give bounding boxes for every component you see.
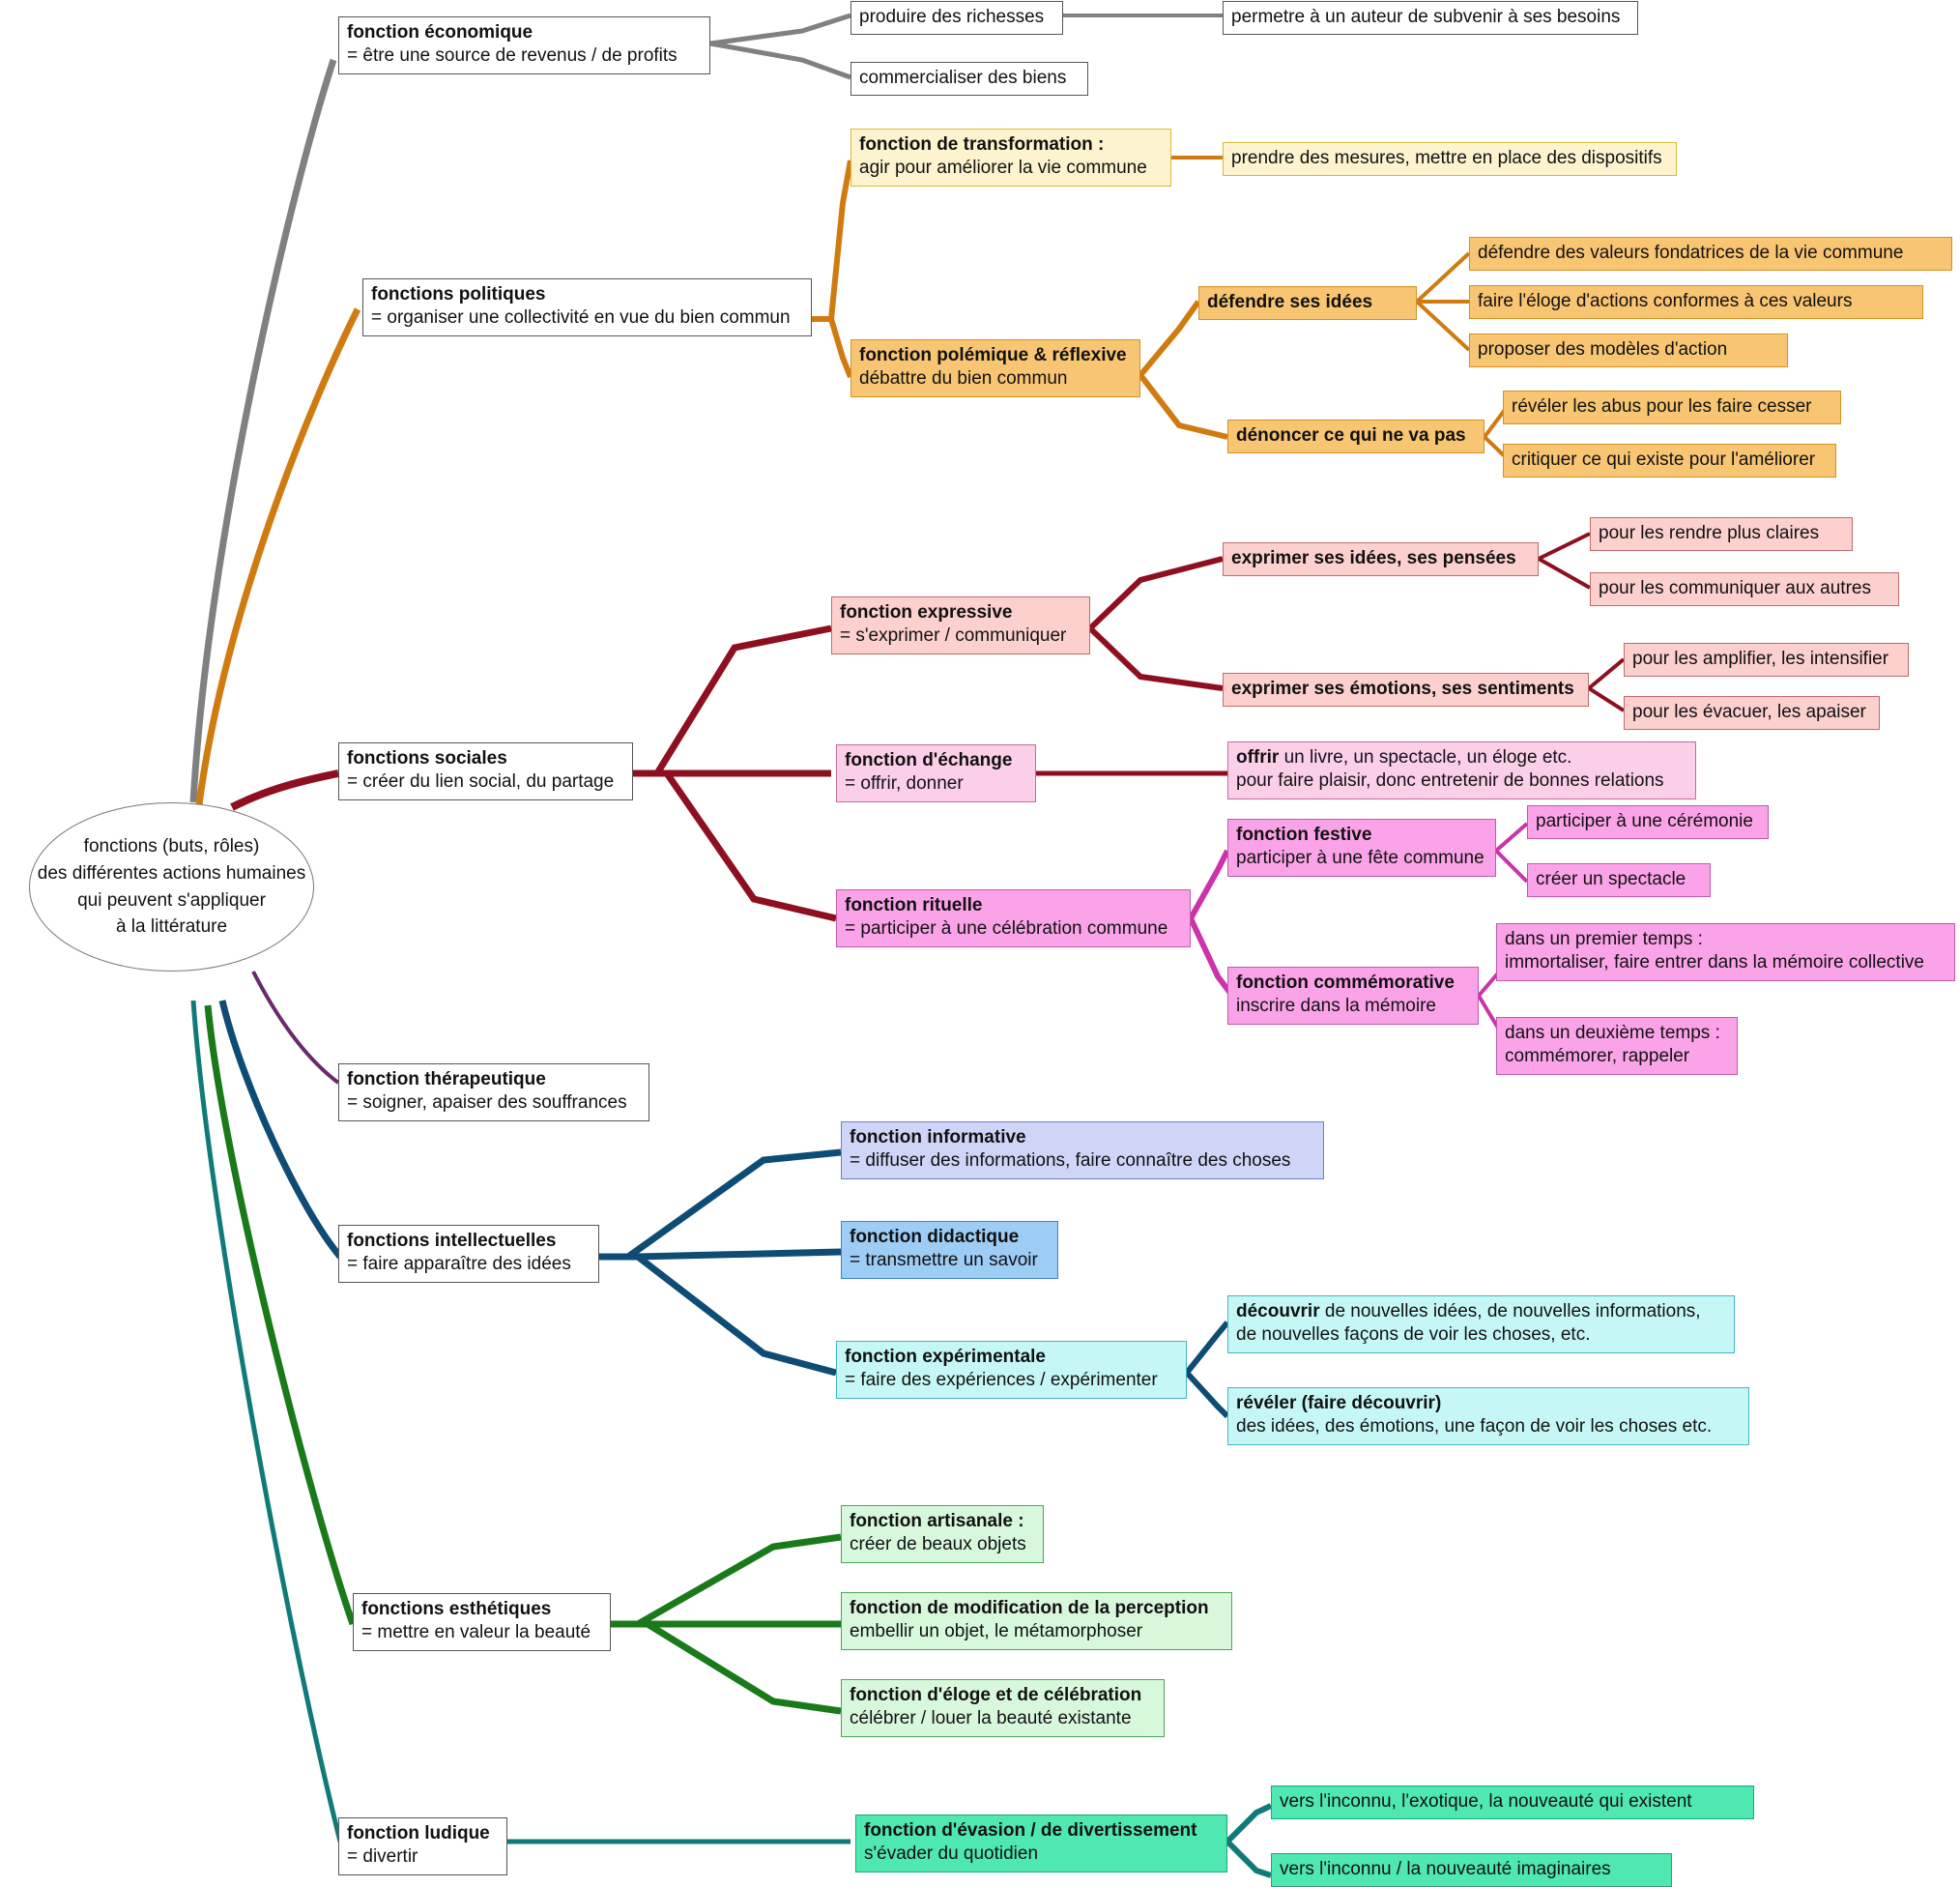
node-title: exprimer ses émotions, ses sentiments (1231, 679, 1574, 699)
node-title: fonction d'éloge et de célébration (850, 1685, 1142, 1705)
node-title: révéler (faire découvrir) (1236, 1393, 1442, 1413)
node-title: fonction festive (1236, 825, 1372, 845)
root-line-2: des différentes actions humaines (37, 862, 306, 884)
node-subtitle: agir pour améliorer la vie commune (859, 158, 1147, 179)
node-title: défendre ses idées (1207, 292, 1373, 312)
node-participer-a-une-ceremonie[interactable] (1527, 805, 1769, 839)
node-subtitle: pour faire plaisir, donc entretenir de bonnes relations (1236, 770, 1664, 792)
node-title: fonction expressive (840, 602, 1013, 623)
node-subtitle: immortaliser, faire entrer dans la mémoire collective (1505, 952, 1924, 973)
node-fonction-ludique[interactable] (338, 1817, 507, 1875)
node-subtitle: = mettre en valeur la beauté (361, 1622, 591, 1643)
root-line-1: fonctions (buts, rôles) (83, 836, 260, 857)
node-exprimer-ses-idees[interactable] (1223, 542, 1539, 576)
node-title: fonction thérapeutique (347, 1069, 546, 1089)
node-pour-les-evacuer[interactable] (1624, 696, 1880, 730)
node-subtitle: embellir un objet, le métamorphoser (850, 1621, 1143, 1642)
node-defendre-valeurs-fondatrices[interactable] (1469, 237, 1952, 271)
node-creer-un-spectacle[interactable] (1527, 863, 1711, 897)
node-title: offrir un livre, un spectacle, un éloge etc. (1236, 747, 1572, 768)
node-subtitle: inscrire dans la mémoire (1236, 996, 1436, 1017)
node-title: permetre à un auteur de subvenir à ses besoins (1231, 7, 1621, 27)
node-subtitle: = créer du lien social, du partage (347, 771, 615, 793)
node-subtitle: = s'exprimer / communiquer (840, 625, 1067, 647)
node-subtitle: participer à une fête commune (1236, 848, 1484, 869)
node-title: fonctions sociales (347, 748, 507, 769)
node-title: défendre des valeurs fondatrices de la vie commune (1478, 243, 1904, 263)
node-exprimer-ses-emotions[interactable] (1223, 673, 1589, 707)
node-fonction-artisanale[interactable] (841, 1505, 1044, 1563)
node-title: proposer des modèles d'action (1478, 339, 1728, 360)
node-pour-les-rendre-plus-claires[interactable] (1590, 517, 1853, 551)
node-fonction-echange[interactable] (836, 744, 1036, 802)
node-denoncer-ce-qui-ne-va-pas[interactable] (1227, 420, 1484, 453)
node-fonction-commemorative[interactable] (1227, 967, 1479, 1025)
node-critiquer-ce-qui-existe[interactable] (1503, 444, 1836, 478)
node-subtitle: = divertir (347, 1846, 418, 1868)
node-subtitle: de nouvelles façons de voir les choses, etc. (1236, 1324, 1591, 1346)
node-title: fonction ludique (347, 1823, 490, 1843)
node-subtitle: = faire des expériences / expérimenter (845, 1370, 1158, 1391)
node-pour-les-amplifier[interactable] (1624, 643, 1909, 677)
node-title: commercialiser des biens (859, 68, 1067, 88)
node-title: dénoncer ce qui ne va pas (1236, 425, 1466, 446)
node-reveler-les-abus[interactable] (1503, 391, 1841, 424)
node-title: fonction de modification de la perception (850, 1598, 1209, 1618)
node-subtitle: = offrir, donner (845, 773, 964, 795)
node-produire-des-richesses[interactable] (850, 1, 1063, 35)
node-fonction-rituelle[interactable] (836, 889, 1191, 947)
node-subtitle: = faire apparaître des idées (347, 1254, 571, 1275)
node-title: pour les rendre plus claires (1599, 523, 1820, 543)
root-line-3: qui peuvent s'appliquer (77, 889, 266, 911)
node-title: vers l'inconnu, l'exotique, la nouveauté qui existent (1280, 1791, 1692, 1812)
node-title: vers l'inconnu / la nouveauté imaginaires (1280, 1859, 1611, 1879)
node-dans-un-deuxieme-temps[interactable] (1496, 1017, 1738, 1075)
node-fonctions-intellectuelles[interactable] (338, 1225, 599, 1283)
node-faire-eloge-actions[interactable] (1469, 285, 1923, 319)
node-fonction-experimentale[interactable] (836, 1341, 1187, 1399)
node-title: révéler les abus pour les faire cesser (1512, 396, 1812, 417)
node-fonction-festive[interactable] (1227, 819, 1496, 877)
node-title: dans un deuxième temps : (1505, 1023, 1720, 1043)
node-subtitle: = soigner, apaiser des souffrances (347, 1092, 627, 1114)
node-defendre-ses-idees[interactable] (1198, 286, 1417, 320)
node-subtitle: s'évader du quotidien (864, 1843, 1039, 1865)
node-title: critiquer ce qui existe pour l'améliorer (1512, 450, 1816, 470)
node-subtitle: commémorer, rappeler (1505, 1046, 1690, 1067)
node-proposer-modeles-action[interactable] (1469, 334, 1788, 367)
root-node[interactable] (29, 802, 314, 972)
node-subtitle: = transmettre un savoir (850, 1250, 1038, 1271)
node-fonctions-esthetiques[interactable] (353, 1593, 611, 1651)
node-fonction-evasion-divertissement[interactable] (855, 1814, 1227, 1872)
node-commercialiser-des-biens[interactable] (850, 62, 1088, 96)
node-subtitle: débattre du bien commun (859, 368, 1068, 390)
node-fonction-expressive[interactable] (831, 596, 1090, 654)
node-subtitle: célébrer / louer la beauté existante (850, 1708, 1132, 1729)
node-title: fonction polémique & réflexive (859, 345, 1127, 365)
node-fonction-de-transformation[interactable] (850, 129, 1171, 187)
node-title: fonctions esthétiques (361, 1599, 552, 1619)
node-title: fonction économique (347, 22, 533, 43)
node-title: fonction de transformation : (859, 134, 1105, 155)
node-title: fonction commémorative (1236, 973, 1455, 993)
node-fonction-informative[interactable] (841, 1121, 1324, 1179)
node-fonction-economique[interactable] (338, 16, 710, 74)
node-subtitle: = participer à une célébration commune (845, 918, 1168, 940)
node-vers-inconnu-existent[interactable] (1271, 1785, 1754, 1819)
node-fonctions-sociales[interactable] (338, 742, 633, 800)
node-prendre-des-mesures[interactable] (1223, 142, 1677, 176)
node-title: fonction rituelle (845, 895, 983, 915)
root-line-4: à la littérature (115, 916, 228, 938)
node-title: prendre des mesures, mettre en place des dispositifs (1231, 148, 1662, 168)
node-subtitle: des idées, des émotions, une façon de voir les choses etc. (1236, 1416, 1713, 1437)
node-reveler-faire-decouvrir[interactable] (1227, 1387, 1749, 1445)
node-title: fonctions intellectuelles (347, 1231, 557, 1251)
node-title: pour les évacuer, les apaiser (1632, 702, 1866, 722)
node-title: fonctions politiques (371, 284, 546, 305)
node-subvenir-besoins[interactable] (1223, 1, 1638, 35)
node-title: exprimer ses idées, ses pensées (1231, 548, 1516, 568)
node-dans-un-premier-temps[interactable] (1496, 923, 1955, 981)
node-title: fonction expérimentale (845, 1347, 1046, 1367)
node-subtitle: = être une source de revenus / de profits (347, 45, 677, 67)
node-subtitle: créer de beaux objets (850, 1534, 1026, 1555)
node-title: pour les amplifier, les intensifier (1632, 649, 1889, 669)
node-title: créer un spectacle (1536, 869, 1686, 889)
node-title: dans un premier temps : (1505, 929, 1703, 949)
node-title: participer à une cérémonie (1536, 811, 1753, 831)
node-subtitle: = organiser une collectivité en vue du bien commun (371, 307, 791, 329)
node-fonction-therapeutique[interactable] (338, 1063, 649, 1121)
node-decouvrir-nouvelles-idees[interactable] (1227, 1295, 1735, 1353)
node-title: fonction d'évasion / de divertissement (864, 1820, 1197, 1841)
node-offrir-un-livre[interactable] (1227, 741, 1696, 799)
node-title: pour les communiquer aux autres (1599, 578, 1871, 598)
node-title: fonction artisanale : (850, 1511, 1024, 1531)
node-pour-les-communiquer-aux-autres[interactable] (1590, 572, 1899, 606)
node-title: faire l'éloge d'actions conformes à ces valeurs (1478, 291, 1853, 311)
node-title: produire des richesses (859, 7, 1045, 27)
node-title: fonction d'échange (845, 750, 1013, 770)
node-fonction-modification-perception[interactable] (841, 1592, 1232, 1650)
node-fonction-polemique-reflexive[interactable] (850, 339, 1140, 397)
node-title: fonction didactique (850, 1227, 1020, 1247)
node-vers-inconnu-imaginaires[interactable] (1271, 1853, 1672, 1887)
node-fonctions-politiques[interactable] (362, 278, 812, 336)
node-title: découvrir de nouvelles idées, de nouvelles informations, (1236, 1301, 1701, 1321)
node-subtitle: = diffuser des informations, faire connaître des choses (850, 1150, 1291, 1172)
node-fonction-didactique[interactable] (841, 1221, 1058, 1279)
node-title: fonction informative (850, 1127, 1026, 1147)
node-fonction-eloge-celebration[interactable] (841, 1679, 1165, 1737)
